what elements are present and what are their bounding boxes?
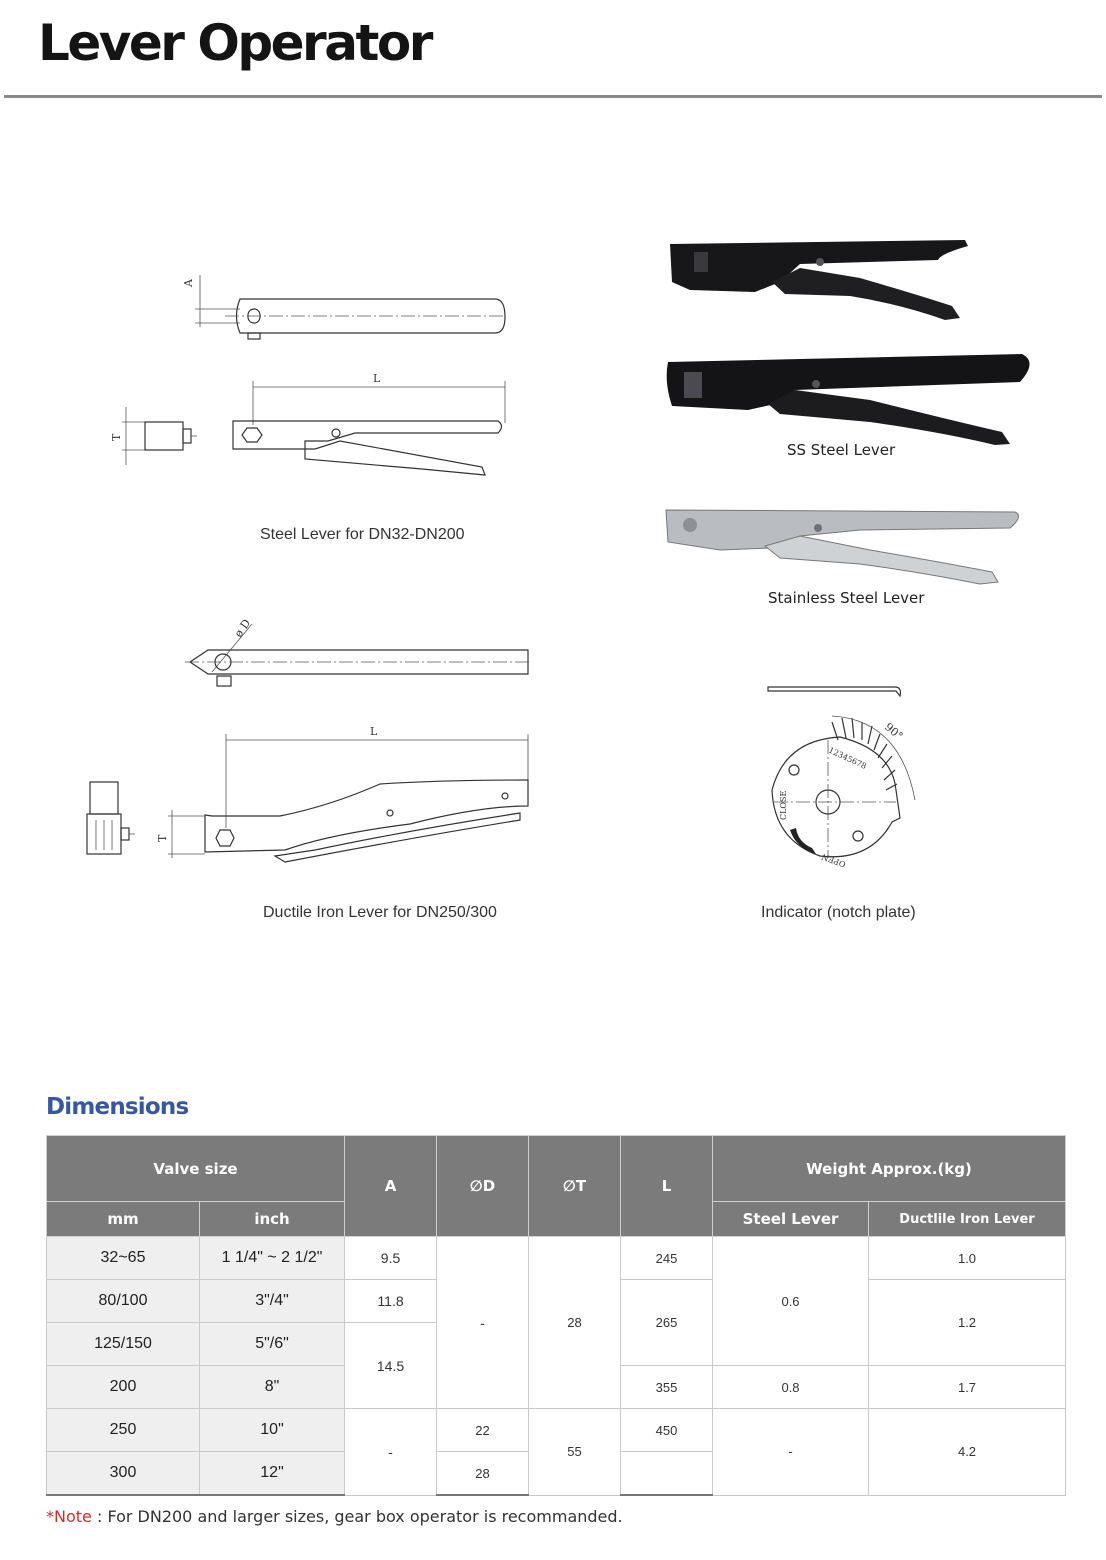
steel-lever-caption: Steel Lever for DN32-DN200 bbox=[260, 526, 465, 543]
cell-inch: 10" bbox=[200, 1409, 345, 1452]
indicator-caption: Indicator (notch plate) bbox=[761, 904, 916, 921]
cell-d: 28 bbox=[437, 1452, 529, 1496]
cell-steel-weight: 0.8 bbox=[713, 1366, 869, 1409]
cell-a: 14.5 bbox=[345, 1323, 437, 1409]
header-valve-size: Valve size bbox=[47, 1136, 345, 1202]
cell-ductile-weight: 1.7 bbox=[869, 1366, 1066, 1409]
dim-label-t-ductile: T bbox=[156, 834, 169, 842]
cell-t: 55 bbox=[529, 1409, 621, 1496]
indicator-open-label: OPEN bbox=[820, 851, 847, 869]
stainless-steel-lever-caption: Stainless Steel Lever bbox=[768, 589, 925, 607]
cell-l: 265 bbox=[621, 1280, 713, 1366]
ductile-lever-caption: Ductile Iron Lever for DN250/300 bbox=[263, 904, 497, 921]
cell-a: 9.5 bbox=[345, 1237, 437, 1280]
page-title: Lever Operator bbox=[38, 14, 431, 72]
cell-ductile-weight: 1.0 bbox=[869, 1237, 1066, 1280]
cell-mm: 80/100 bbox=[47, 1280, 200, 1323]
dim-label-l-ductile: L bbox=[370, 725, 378, 738]
cell-a: 11.8 bbox=[345, 1280, 437, 1323]
cell-mm: 200 bbox=[47, 1366, 200, 1409]
dim-label-l: L bbox=[373, 372, 381, 385]
title-divider bbox=[4, 95, 1102, 98]
indicator-angle: 90° bbox=[882, 720, 906, 743]
header-weight: Weight Approx.(kg) bbox=[713, 1136, 1066, 1202]
cell-l: 245 bbox=[621, 1237, 713, 1280]
dim-label-t: T bbox=[110, 433, 123, 441]
dimensions-heading: Dimensions bbox=[46, 1094, 189, 1120]
cell-inch: 3"/4" bbox=[200, 1280, 345, 1323]
header-l: L bbox=[621, 1136, 713, 1237]
cell-l-empty bbox=[621, 1452, 713, 1496]
cell-ductile-weight: 4.2 bbox=[869, 1409, 1066, 1496]
cell-l: 450 bbox=[621, 1409, 713, 1452]
cell-mm: 125/150 bbox=[47, 1323, 200, 1366]
table-row bbox=[47, 1409, 1066, 1452]
ss-steel-lever-caption: SS Steel Lever bbox=[787, 441, 896, 459]
cell-ductile-weight: 1.2 bbox=[869, 1280, 1066, 1366]
header-steel-lever: Steel Lever bbox=[713, 1202, 869, 1237]
ductile-lever-drawing bbox=[80, 610, 550, 870]
table-row bbox=[47, 1237, 1066, 1280]
cell-l: 355 bbox=[621, 1366, 713, 1409]
cell-inch: 5"/6" bbox=[200, 1323, 345, 1366]
indicator-close-label: CLOSE bbox=[779, 790, 788, 820]
note-marker: *Note bbox=[46, 1507, 92, 1526]
cell-mm: 32~65 bbox=[47, 1237, 200, 1280]
cell-steel-weight: - bbox=[713, 1409, 869, 1496]
note-text: : For DN200 and larger sizes, gear box operator is recommanded. bbox=[91, 1507, 623, 1526]
dimensions-table bbox=[46, 1135, 1066, 1496]
header-mm: mm bbox=[47, 1202, 200, 1237]
cell-mm: 250 bbox=[47, 1409, 200, 1452]
cell-mm: 300 bbox=[47, 1452, 200, 1496]
indicator-drawing bbox=[760, 680, 940, 880]
cell-t: 28 bbox=[529, 1237, 621, 1409]
header-a: A bbox=[345, 1136, 437, 1237]
stainless-steel-lever-photo bbox=[660, 500, 1030, 590]
cell-inch: 1 1/4" ~ 2 1/2" bbox=[200, 1237, 345, 1280]
cell-d: - bbox=[437, 1237, 529, 1409]
header-ductile-lever: Ductlile Iron Lever bbox=[869, 1202, 1066, 1237]
cell-steel-weight: 0.6 bbox=[713, 1237, 869, 1366]
ss-steel-lever-photo bbox=[660, 232, 1040, 452]
dim-label-a: A bbox=[182, 279, 195, 287]
cell-d: 22 bbox=[437, 1409, 529, 1452]
header-d: ∅D bbox=[437, 1136, 529, 1237]
dim-label-d: ø D bbox=[231, 616, 254, 640]
cell-inch: 8" bbox=[200, 1366, 345, 1409]
header-t: ∅T bbox=[529, 1136, 621, 1237]
cell-a: - bbox=[345, 1409, 437, 1496]
indicator-scale: 12345678 bbox=[827, 745, 868, 772]
footnote bbox=[46, 1507, 623, 1526]
cell-inch: 12" bbox=[200, 1452, 345, 1496]
steel-lever-drawing bbox=[100, 265, 520, 485]
header-inch: inch bbox=[200, 1202, 345, 1237]
